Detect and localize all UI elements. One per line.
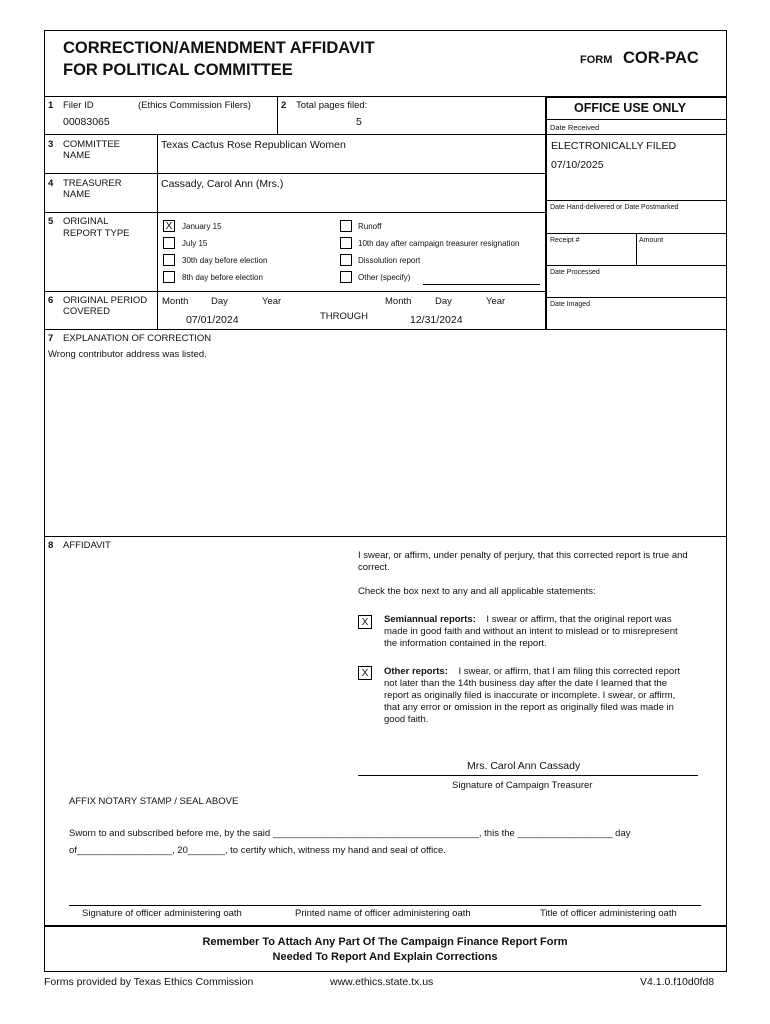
- amount-label: Amount: [639, 237, 664, 244]
- affidavit-label: AFFIDAVIT: [63, 540, 111, 551]
- from-day-label: Day: [211, 296, 228, 307]
- office-divider-1: [546, 119, 726, 120]
- field3-num: 3: [48, 139, 54, 150]
- row5-bottom: [44, 291, 546, 292]
- report-8th-label: 8th day before election: [182, 273, 263, 282]
- report-jan15-label: January 15: [182, 222, 222, 231]
- report-10th-label: 10th day after campaign treasurer resignation: [358, 239, 520, 248]
- report-type-label-2: REPORT TYPE: [63, 228, 130, 239]
- frame-right: [726, 30, 727, 972]
- through-label: THROUGH: [320, 311, 369, 322]
- report-runoff-checkbox[interactable]: [340, 220, 352, 232]
- report-jul15-label: July 15: [182, 239, 208, 248]
- filed-date: 07/10/2025: [551, 159, 604, 171]
- field7-num: 7: [48, 333, 54, 344]
- frame-bottom: [44, 971, 727, 972]
- total-pages-value: 5: [356, 116, 362, 128]
- from-month-label: Month: [162, 296, 189, 307]
- filed-status: ELECTRONICALLY FILED: [551, 140, 677, 152]
- footer-provider: Forms provided by Texas Ethics Commission: [44, 976, 254, 988]
- report-runoff-label: Runoff: [358, 222, 382, 231]
- notary-stamp-label: AFFIX NOTARY STAMP / SEAL ABOVE: [69, 796, 239, 807]
- field8-num: 8: [48, 540, 54, 551]
- semiannual-statement: [384, 614, 684, 650]
- report-8th-checkbox[interactable]: [163, 271, 175, 283]
- form-title-line1: CORRECTION/AMENDMENT AFFIDAVIT: [63, 39, 375, 57]
- date-processed-label: Date Processed: [550, 269, 600, 276]
- field1-num: 1: [48, 100, 54, 111]
- semiannual-checkbox[interactable]: X: [358, 615, 372, 629]
- sworn-line-1: Sworn to and subscribed before me, by the said _______________________________________, this the __________________ day: [69, 828, 631, 839]
- other-specify-line: [423, 284, 540, 285]
- reminder-top-line: [44, 925, 727, 927]
- receipt-label: Receipt #: [550, 237, 580, 244]
- filer-id-label: Filer ID: [63, 100, 94, 111]
- other-reports-checkbox[interactable]: X: [358, 666, 372, 680]
- frame-top: [44, 30, 727, 31]
- report-type-label-1: ORIGINAL: [63, 216, 109, 227]
- semiannual-text: I swear or affirm, that the original report was made in good faith and without an intent to mislead or to misrepresent the information contained in the report.: [384, 614, 678, 649]
- row6-bottom: [44, 329, 727, 330]
- report-other-checkbox[interactable]: [340, 271, 352, 283]
- from-date-value: 07/01/2024: [186, 314, 239, 326]
- report-10th-checkbox[interactable]: [340, 237, 352, 249]
- sworn-line-2: of__________________, 20_______, to certify which, witness my hand and seal of office.: [69, 845, 446, 856]
- field4-num: 4: [48, 178, 54, 189]
- check-instruction: Check the box next to any and all applicable statements:: [358, 586, 596, 597]
- semiannual-title: Semiannual reports:: [384, 614, 476, 625]
- report-30th-label: 30th day before election: [182, 256, 268, 265]
- filer-id-note: (Ethics Commission Filers): [138, 100, 251, 111]
- officer-signature-caption: Signature of officer administering oath: [82, 908, 242, 919]
- field6-num: 6: [48, 295, 54, 306]
- filer-id-value: 00083065: [63, 116, 110, 128]
- explanation-label: EXPLANATION OF CORRECTION: [63, 333, 212, 344]
- office-divider-6: [546, 297, 726, 298]
- total-pages-label: Total pages filed:: [296, 100, 368, 111]
- report-jul15-checkbox[interactable]: [163, 237, 175, 249]
- row1-vsep: [277, 96, 278, 134]
- other-reports-statement: [384, 666, 692, 726]
- period-label-2: COVERED: [63, 306, 110, 317]
- affidavit-intro: I swear, or affirm, under penalty of perjury, that this corrected report is true and correct.: [358, 550, 688, 573]
- row3-bottom: [44, 173, 546, 174]
- other-reports-title: Other reports:: [384, 666, 448, 677]
- office-divider-5: [546, 265, 726, 266]
- row4-bottom: [44, 212, 546, 213]
- report-30th-checkbox[interactable]: [163, 254, 175, 266]
- row7-bottom: [44, 536, 727, 537]
- date-received-label: Date Received: [550, 123, 600, 132]
- report-dissolution-label: Dissolution report: [358, 256, 421, 265]
- committee-label-1: COMMITTEE: [63, 139, 120, 150]
- report-other-label: Other (specify): [358, 273, 411, 282]
- to-date-value: 12/31/2024: [410, 314, 463, 326]
- reminder-line-2: Needed To Report And Explain Corrections: [272, 951, 498, 963]
- field5-num: 5: [48, 216, 54, 227]
- treasurer-value: Cassady, Carol Ann (Mrs.): [161, 178, 284, 190]
- committee-value: Texas Cactus Rose Republican Women: [161, 139, 346, 151]
- from-year-label: Year: [262, 296, 282, 307]
- report-dissolution-checkbox[interactable]: [340, 254, 352, 266]
- to-year-label: Year: [486, 296, 506, 307]
- row1-bottom: [44, 134, 546, 135]
- receipt-amount-divider: [636, 233, 637, 266]
- report-jan15-checkbox[interactable]: X: [163, 220, 175, 232]
- label-col-sep: [157, 134, 158, 329]
- form-code: COR-PAC: [623, 49, 699, 67]
- period-label-1: ORIGINAL PERIOD: [63, 295, 148, 306]
- reminder-line-1: Remember To Attach Any Part Of The Campaign Finance Report Form: [202, 936, 568, 948]
- treasurer-signature-caption: Signature of Campaign Treasurer: [452, 780, 593, 791]
- office-divider-3: [546, 200, 726, 201]
- to-day-label: Day: [435, 296, 452, 307]
- date-imaged-label: Date Imaged: [550, 301, 591, 308]
- form-title-line2: FOR POLITICAL COMMITTEE: [63, 61, 293, 79]
- officer-signature-line: [69, 905, 701, 906]
- treasurer-label-2: NAME: [63, 189, 91, 200]
- explanation-value: Wrong contributor address was listed.: [48, 349, 207, 360]
- office-divider-2: [546, 134, 726, 135]
- treasurer-label-1: TREASURER: [63, 178, 122, 189]
- to-month-label: Month: [385, 296, 412, 307]
- footer-website[interactable]: www.ethics.state.tx.us: [330, 976, 434, 988]
- footer-version: V4.1.0.f10d0fd8: [640, 976, 715, 988]
- other-reports-text: I swear, or affirm, that I am filing this corrected report not later than the 14th business day after the date I learned that the report as originally filed is inaccurate or incomplete. I swear, or affirm, that any error or omission in the report as originally filed was made in good faith.: [384, 666, 681, 725]
- frame-left: [44, 30, 45, 972]
- office-use-title: OFFICE USE ONLY: [574, 101, 687, 115]
- form-prefix: FORM: [580, 54, 613, 66]
- officer-title-caption: Title of officer administering oath: [540, 908, 677, 919]
- field2-num: 2: [281, 100, 287, 111]
- treasurer-signature-line: [358, 775, 698, 776]
- officer-name-caption: Printed name of officer administering oath: [295, 908, 471, 919]
- hand-delivered-label: Date Hand-delivered or Date Postmarked: [550, 204, 679, 211]
- committee-label-2: NAME: [63, 150, 91, 161]
- signer-name: Mrs. Carol Ann Cassady: [467, 760, 581, 772]
